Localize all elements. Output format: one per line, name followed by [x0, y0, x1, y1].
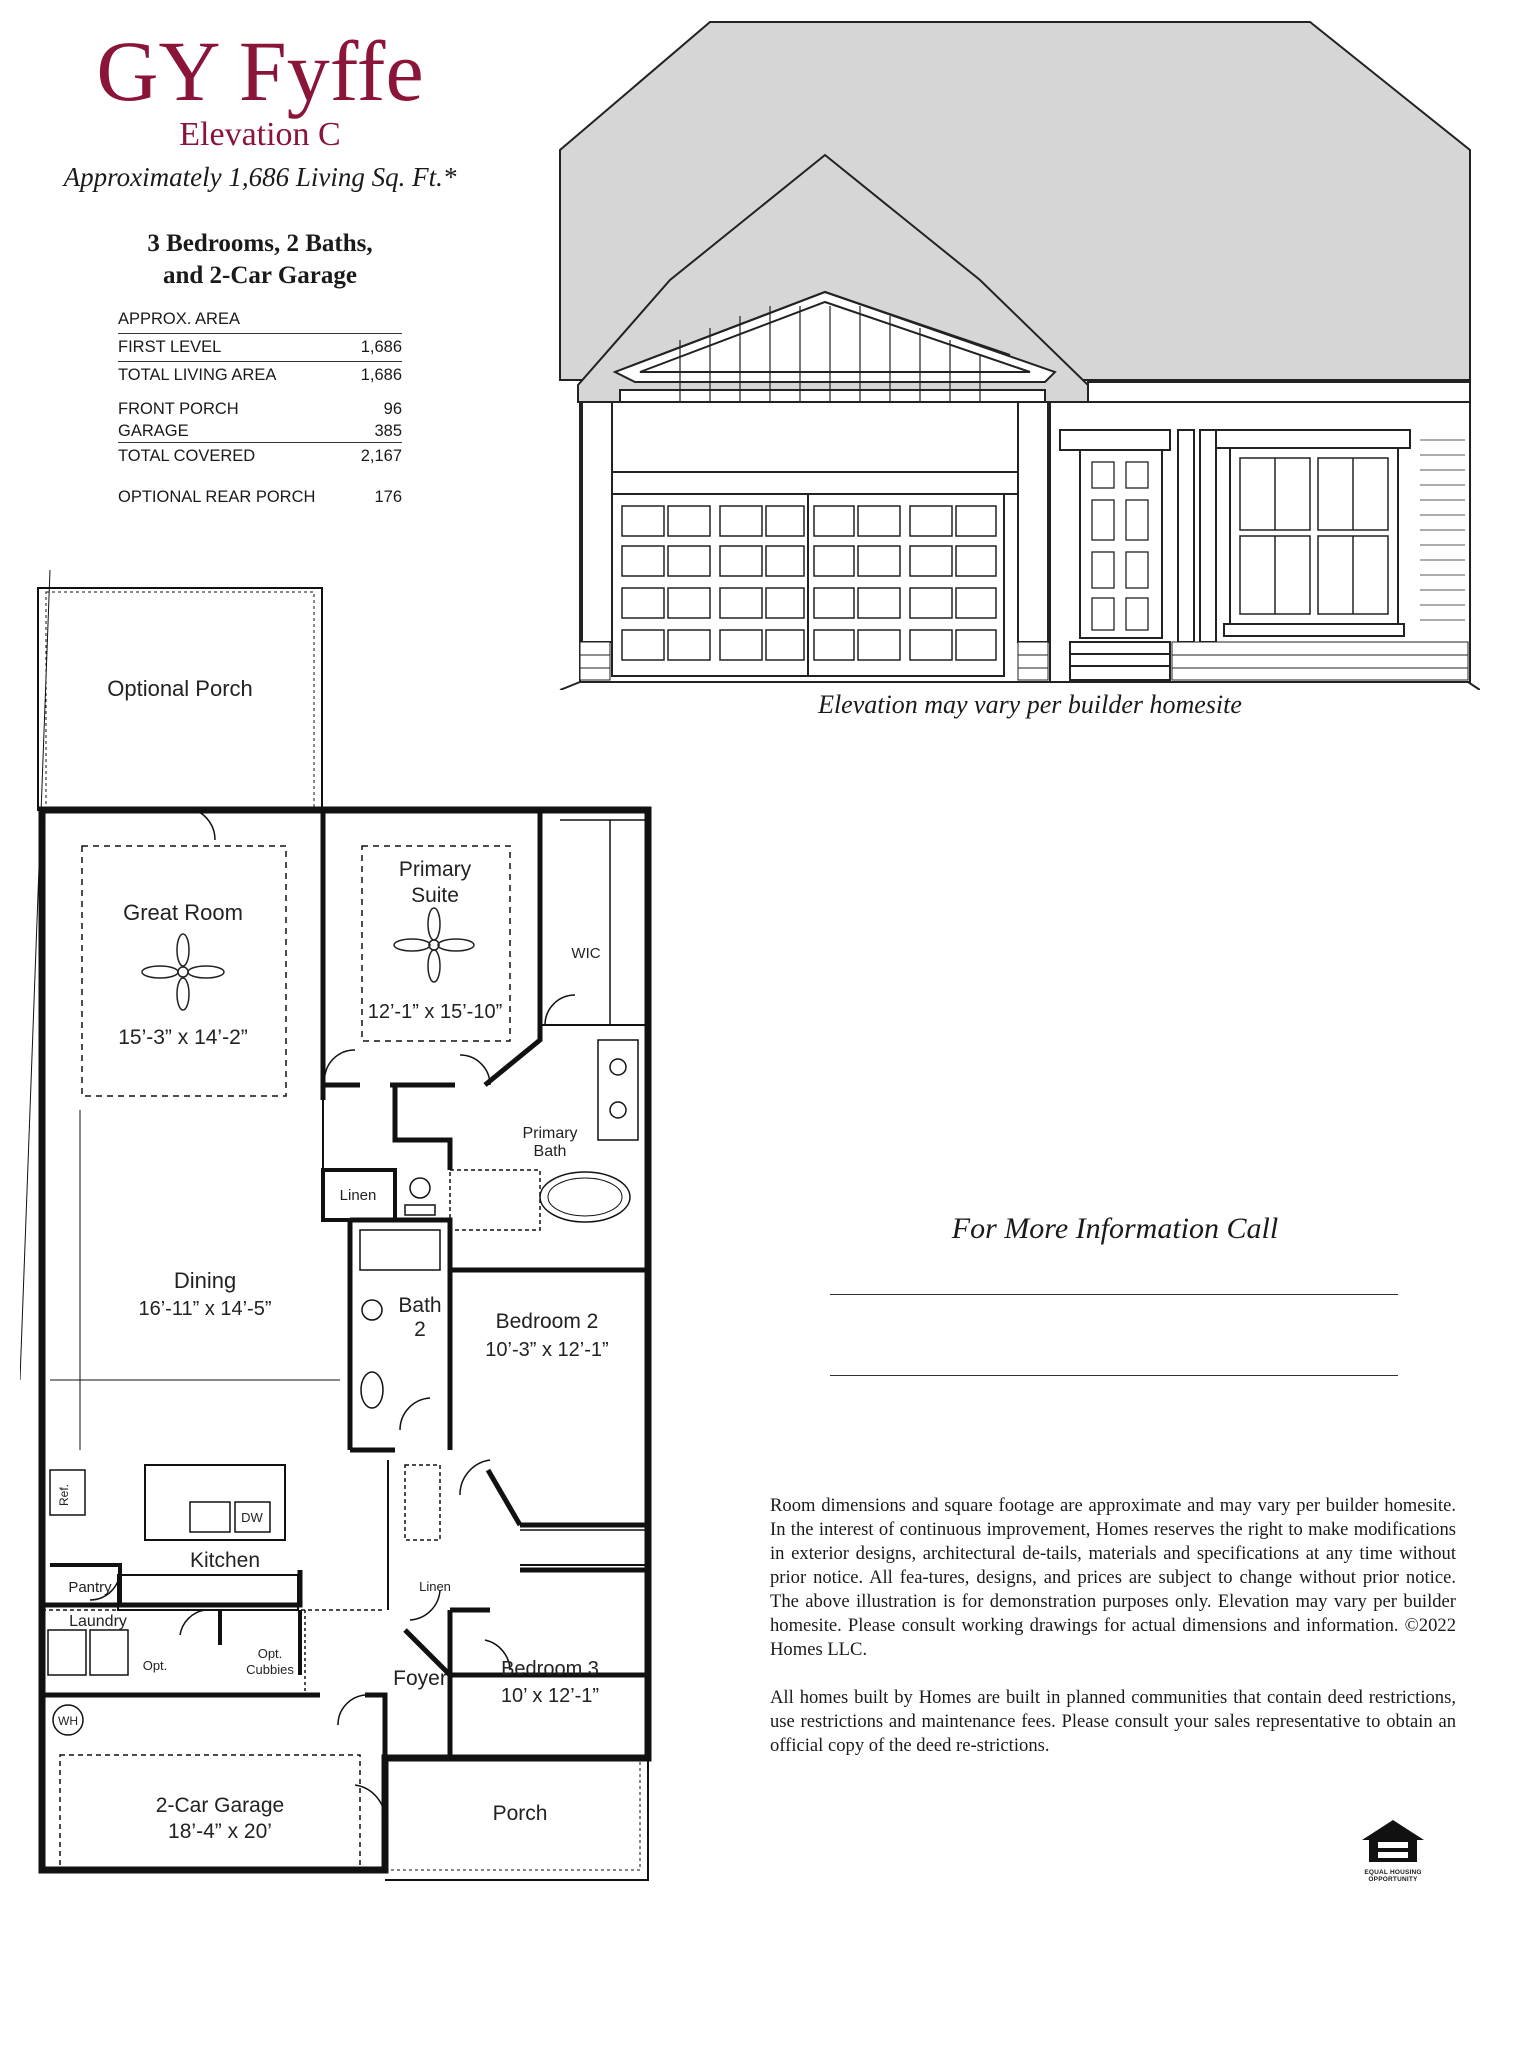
porch-label: Porch [492, 1802, 548, 1825]
equal-housing-line-1: EQUAL HOUSING [1364, 1869, 1422, 1876]
equal-housing-logo [1360, 1818, 1426, 1883]
water-heater-label: WH [58, 1714, 78, 1728]
table-row [118, 361, 402, 389]
table-row [118, 399, 402, 420]
bath-2-label-2: 2 [414, 1318, 426, 1341]
bed-bath-summary [90, 228, 430, 292]
great-room-label: Great Room [123, 900, 243, 925]
floor-plan-drawing [20, 570, 660, 1900]
table-row [118, 333, 402, 361]
bed-bath-line-1: 3 Bedrooms, 2 Baths, [147, 230, 373, 257]
equal-housing-line-2: OPPORTUNITY [1368, 1876, 1418, 1883]
dining-label: Dining [173, 1268, 237, 1293]
garage-dimensions: 18’-4” x 20’ [168, 1820, 272, 1843]
dw-label: DW [241, 1510, 263, 1525]
elevation-subtitle: Elevation C [179, 116, 341, 153]
bedroom-2-dimensions: 10’-3” x 12’-1” [485, 1339, 609, 1361]
equal-housing-icon [1360, 1818, 1426, 1864]
front-elevation-drawing [540, 10, 1480, 690]
area-label: OPTIONAL REAR PORCH [118, 488, 316, 506]
area-value: 176 [374, 488, 402, 506]
primary-suite-dimensions: 12’-1” x 15’-10” [367, 1001, 503, 1023]
foyer-label: Foyer [393, 1667, 447, 1690]
bed-bath-line-2: and 2-Car Garage [163, 262, 357, 289]
kitchen-label: Kitchen [189, 1549, 261, 1572]
area-table [118, 306, 402, 511]
primary-bath-label-2: Bath [533, 1143, 567, 1160]
primary-bath-label-1: Primary [522, 1125, 578, 1142]
square-footage: Approximately 1,686 Living Sq. Ft.* [63, 162, 457, 192]
optional-porch-label: Optional Porch [107, 676, 253, 701]
linen-label: Linen [339, 1187, 377, 1204]
area-value: 2,167 [360, 447, 402, 465]
area-label: GARAGE [118, 422, 189, 440]
info-line-1 [830, 1294, 1398, 1295]
area-label: TOTAL LIVING AREA [118, 366, 277, 384]
table-row [118, 442, 402, 470]
area-label: FIRST LEVEL [118, 338, 222, 356]
elevation-caption: Elevation may vary per builder homesite [818, 690, 1242, 719]
table-row [118, 484, 402, 511]
area-value: 385 [374, 422, 402, 440]
bedroom-2-label: Bedroom 2 [495, 1310, 599, 1333]
area-value: 1,686 [360, 366, 402, 384]
area-value: 96 [383, 400, 402, 418]
disclaimer-paragraph-2: All homes built by Homes are built in planned communities that contain deed restrictions, use restrictions and maintenance fees. Please consult your sales representative to obtain an official copy of the deed re-strictions. [770, 1687, 1456, 1756]
primary-suite-label-1: Primary [398, 858, 472, 881]
area-value: 1,686 [360, 338, 402, 356]
bedroom-3-label: Bedroom 3 [501, 1658, 599, 1680]
info-call-heading: For More Information Call [951, 1212, 1279, 1245]
hall-linen-label: Linen [419, 1579, 451, 1594]
dining-dimensions: 16’-11” x 14’-5” [138, 1298, 272, 1320]
area-label: TOTAL COVERED [118, 447, 256, 465]
table-row [118, 420, 402, 442]
bath-2-label-1: Bath [398, 1294, 442, 1317]
ref-label: Ref. [57, 1483, 71, 1507]
great-room-dimensions: 15’-3” x 14’-2” [118, 1026, 248, 1049]
opt-cubbies-label-1: Opt. [257, 1646, 283, 1661]
disclaimer-paragraph-1: Room dimensions and square footage are approximate and may vary per builder homesite. In the interest of continuous improvement, Homes reserves the right to make modifications in exterior designs, architectural de-tails, materials and specifications at any time without prior notice. All fea-tures, designs, and prices are subject to change without prior notice. The above illustration is for demonstration purposes only. Elevation may vary per builder homesite. Please consult working drawings for actual dimensions and information. ©2022 Homes LLC. [770, 1495, 1456, 1660]
bedroom-3-dimensions: 10’ x 12’-1” [500, 1685, 600, 1707]
laundry-label: Laundry [69, 1613, 127, 1630]
pantry-label: Pantry [68, 1579, 112, 1596]
area-heading: APPROX. AREA [118, 310, 240, 328]
plan-title: GY Fyffe [96, 23, 424, 119]
opt-cubbies-label-2: Cubbies [246, 1662, 294, 1677]
area-label: FRONT PORCH [118, 400, 239, 418]
info-line-2 [830, 1375, 1398, 1376]
area-heading-row [118, 306, 402, 333]
wic-label: WIC [571, 945, 601, 962]
disclaimer [770, 1494, 1456, 1782]
primary-suite-label-2: Suite [411, 884, 459, 907]
opt-label: Opt. [142, 1658, 168, 1673]
garage-label: 2-Car Garage [155, 1794, 285, 1817]
